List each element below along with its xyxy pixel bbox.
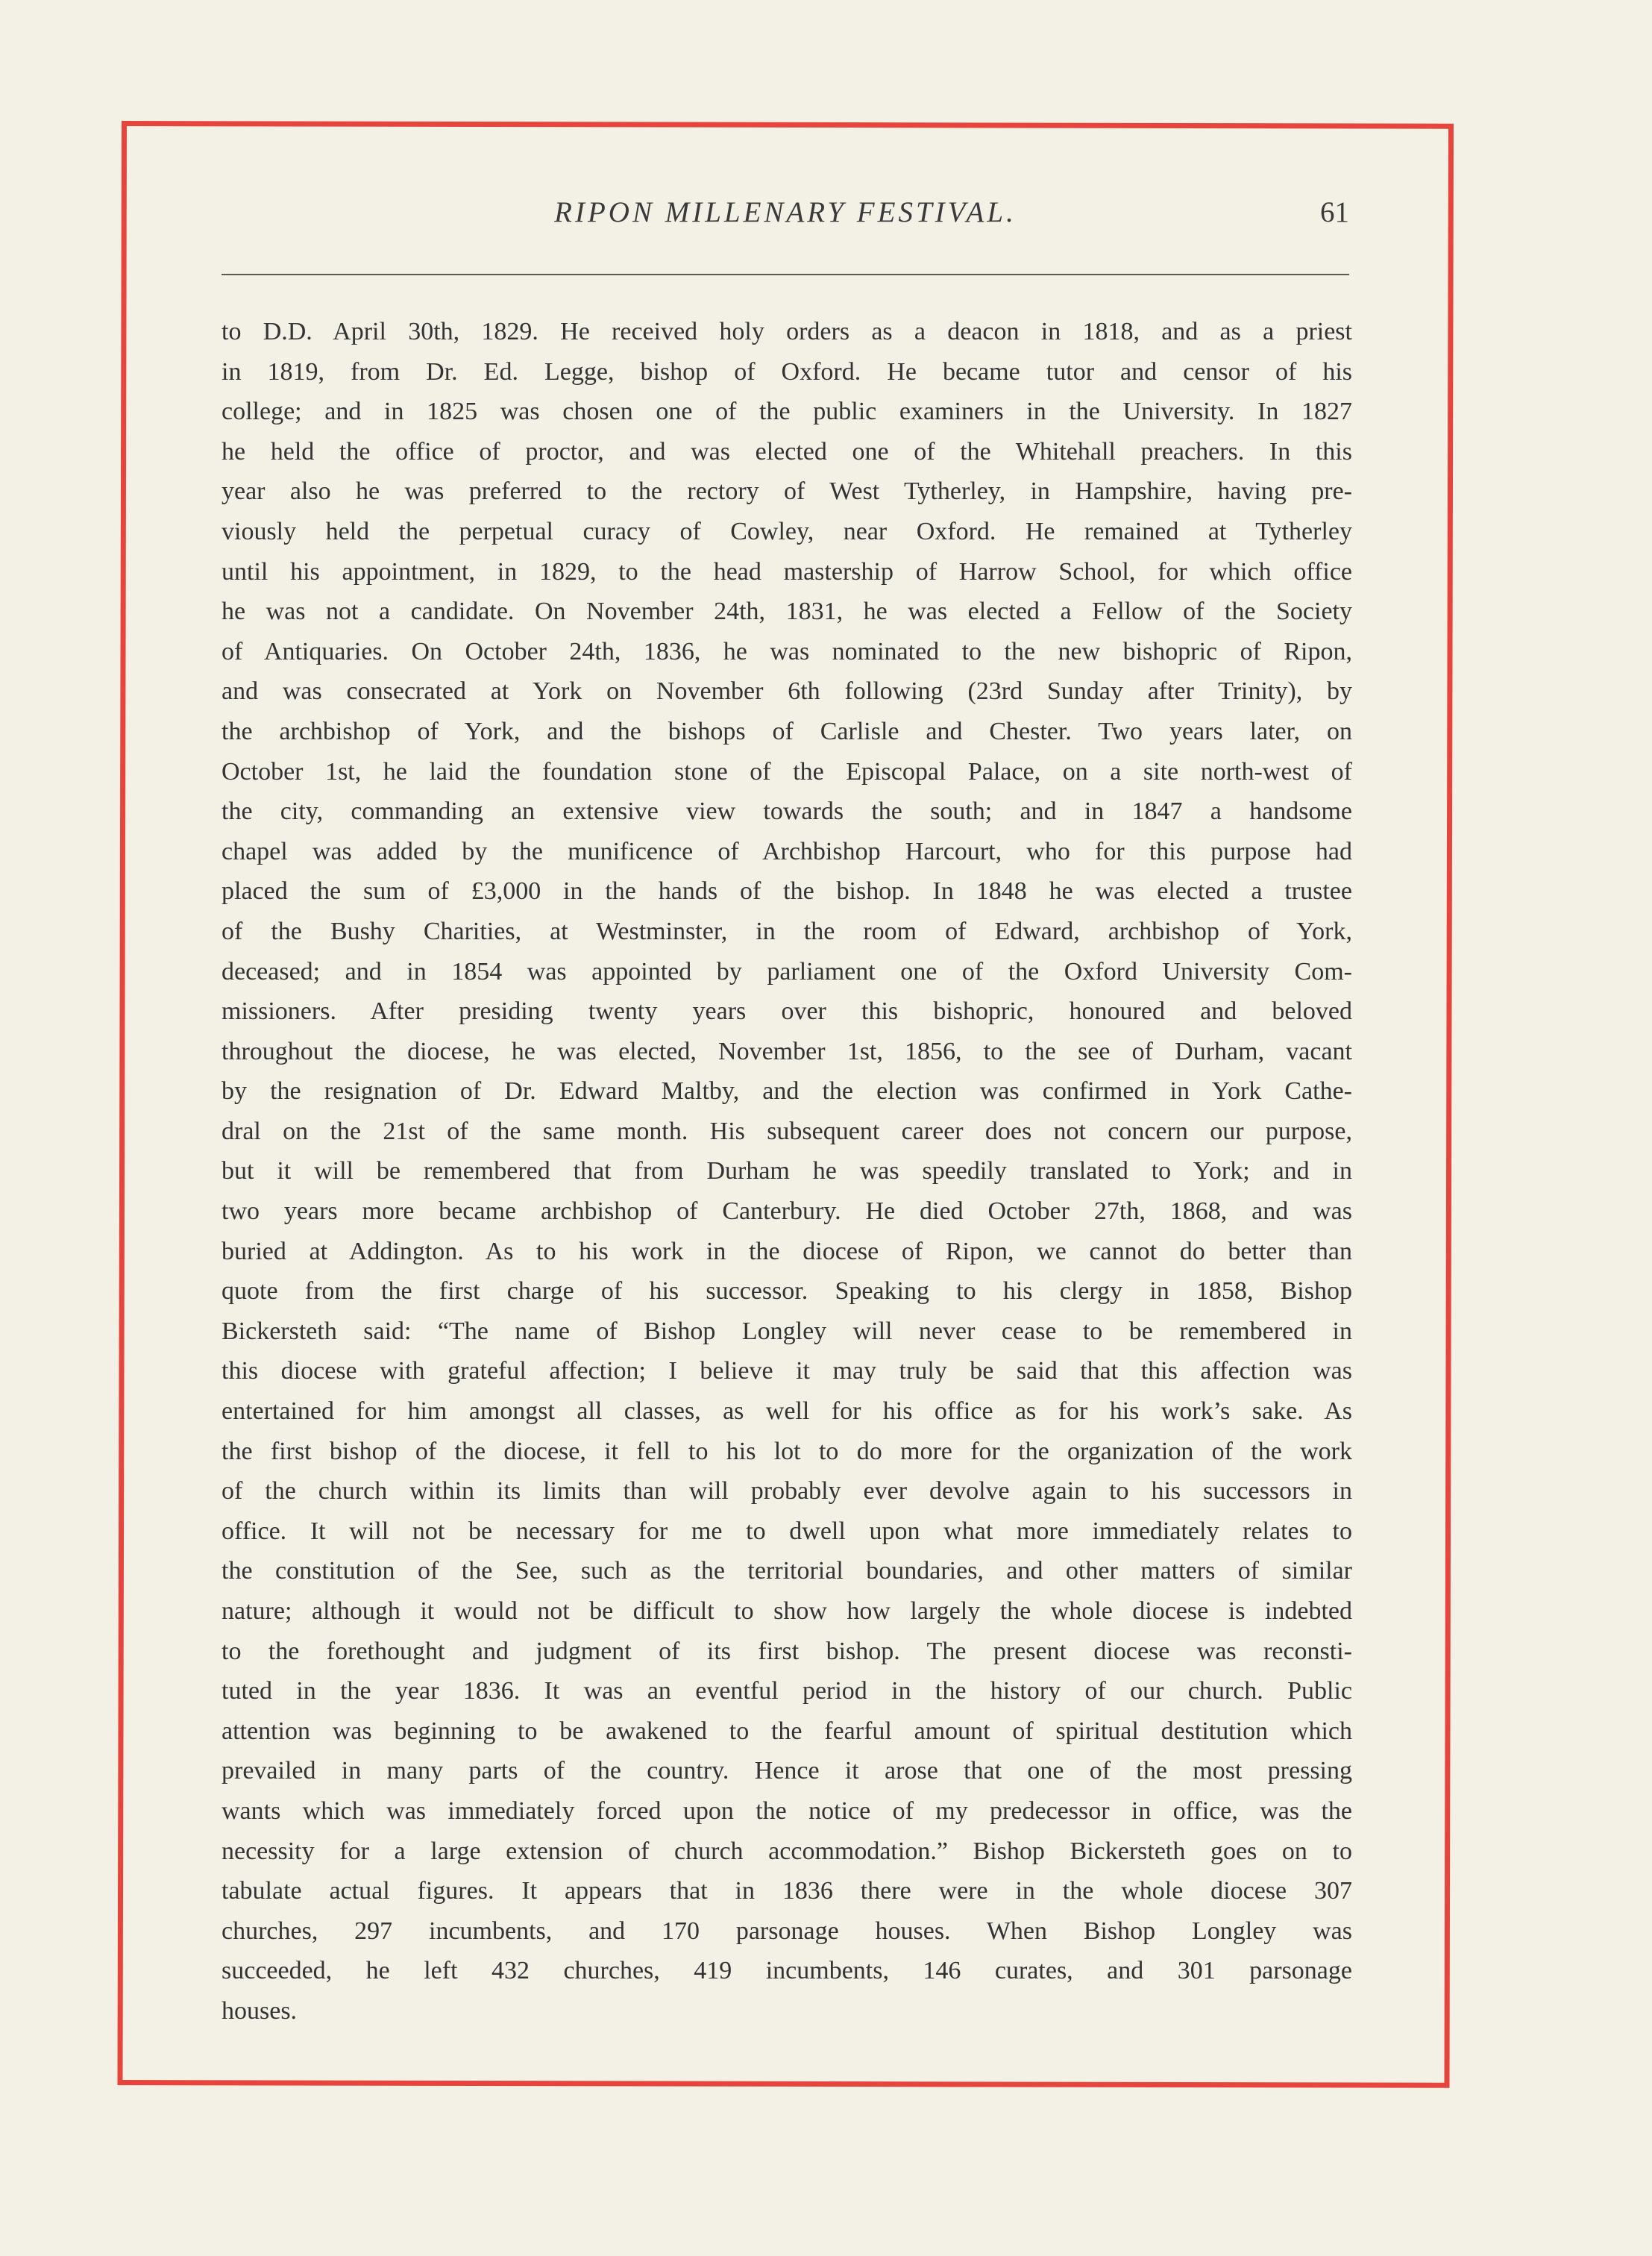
- text-line: of the church within its limits than will probably ever devolve again to his successors in: [222, 1477, 1352, 1505]
- text-line: but it will be remembered that from Durham he was speedily translated to York; and in: [222, 1157, 1352, 1185]
- text-line: by the resignation of Dr. Edward Maltby, and the election was confirmed in York Cathe-: [222, 1077, 1352, 1106]
- text-line: college; and in 1825 was chosen one of the public examiners in the University. In 1827: [222, 398, 1352, 426]
- text-line: necessity for a large extension of church accommodation.” Bishop Bickersteth goes on to: [222, 1837, 1352, 1865]
- text-line: dral on the 21st of the same month. His subsequent career does not concern our purpose,: [222, 1117, 1352, 1145]
- text-line: wants which was immediately forced upon the notice of my predecessor in office, was the: [222, 1796, 1352, 1825]
- text-line: the constitution of the See, such as the territorial boundaries, and other matters of similar: [222, 1557, 1352, 1585]
- text-line: in 1819, from Dr. Ed. Legge, bishop of Oxford. He became tutor and censor of his: [222, 357, 1352, 386]
- text-line: until his appointment, in 1829, to the head mastership of Harrow School, for which office: [222, 557, 1352, 586]
- text-line: quote from the first charge of his successor. Speaking to his clergy in 1858, Bishop: [222, 1277, 1352, 1306]
- text-line: prevailed in many parts of the country. Hence it arose that one of the most pressing: [222, 1757, 1352, 1785]
- text-line: he held the office of proctor, and was elected one of the Whitehall preachers. In this: [222, 437, 1352, 466]
- text-line: to D.D. April 30th, 1829. He received holy orders as a deacon in 1818, and as a priest: [222, 318, 1352, 345]
- running-title: RIPON MILLENARY FESTIVAL.: [554, 196, 1017, 228]
- text-line: this diocese with grateful affection; I believe it may truly be said that this affection was: [222, 1357, 1352, 1385]
- text-line: churches, 297 incumbents, and 170 parsonage houses. When Bishop Longley was: [222, 1917, 1352, 1945]
- text-line: he was not a candidate. On November 24th, 1831, he was elected a Fellow of the Society: [222, 598, 1352, 626]
- text-line: of Antiquaries. On October 24th, 1836, he was nominated to the new bishopric of Ripon,: [222, 637, 1352, 665]
- text-line: year also he was preferred to the rectory of West Tytherley, in Hampshire, having pre-: [222, 477, 1352, 506]
- text-line: the city, commanding an extensive view towards the south; and in 1847 a handsome: [222, 798, 1352, 826]
- text-line: nature; although it would not be difficult to show how largely the whole diocese is indebted: [222, 1597, 1352, 1625]
- text-line: tuted in the year 1836. It was an eventful period in the history of our church. Public: [222, 1677, 1352, 1705]
- text-line: two years more became archbishop of Canterbury. He died October 27th, 1868, and was: [222, 1197, 1352, 1226]
- text-line: houses.: [222, 1996, 298, 2025]
- text-line: entertained for him amongst all classes, as well for his office as for his work’s sake. As: [222, 1397, 1352, 1426]
- text-line: the first bishop of the diocese, it fell to his lot to do more for the organization of the work: [222, 1437, 1352, 1465]
- text-line: the archbishop of York, and the bishops of Carlisle and Chester. Two years later, on: [222, 717, 1352, 745]
- text-line: throughout the diocese, he was elected, November 1st, 1856, to the see of Durham, vacant: [222, 1037, 1352, 1065]
- text-line: placed the sum of £3,000 in the hands of the bishop. In 1848 he was elected a trustee: [222, 877, 1352, 906]
- text-line: Bickersteth said: “The name of Bishop Longley will never cease to be remembered in: [222, 1317, 1352, 1345]
- text-line: viously held the perpetual curacy of Cowley, near Oxford. He remained at Tytherley: [222, 517, 1352, 545]
- text-line: chapel was added by the munificence of Archbishop Harcourt, who for this purpose had: [222, 837, 1352, 865]
- page-number: 61: [1320, 196, 1349, 228]
- text-line: missioners. After presiding twenty years over this bishopric, honoured and beloved: [222, 997, 1352, 1026]
- text-line: succeeded, he left 432 churches, 419 incumbents, 146 curates, and 301 parsonage: [222, 1957, 1352, 1985]
- text-line: deceased; and in 1854 was appointed by parliament one of the Oxford University Com-: [222, 957, 1352, 986]
- text-line: office. It will not be necessary for me to dwell upon what more immediately relates to: [222, 1517, 1352, 1545]
- text-line: to the forethought and judgment of its first bishop. The present diocese was reconsti-: [222, 1637, 1352, 1665]
- text-line: tabulate actual figures. It appears that in 1836 there were in the whole diocese 307: [222, 1877, 1352, 1905]
- header-rule: [222, 274, 1349, 275]
- running-header: [222, 195, 1349, 240]
- text-line: and was consecrated at York on November 6th following (23rd Sunday after Trinity), by: [222, 677, 1352, 706]
- text-line: buried at Addington. As to his work in the diocese of Ripon, we cannot do better than: [222, 1237, 1352, 1265]
- text-line: attention was beginning to be awakened to the fearful amount of spiritual destitution which: [222, 1717, 1352, 1745]
- body-text: [222, 312, 1352, 2031]
- text-line: of the Bushy Charities, at Westminster, in the room of Edward, archbishop of York,: [222, 917, 1352, 945]
- text-line: October 1st, he laid the foundation stone of the Episcopal Palace, on a site north-west of: [222, 757, 1352, 786]
